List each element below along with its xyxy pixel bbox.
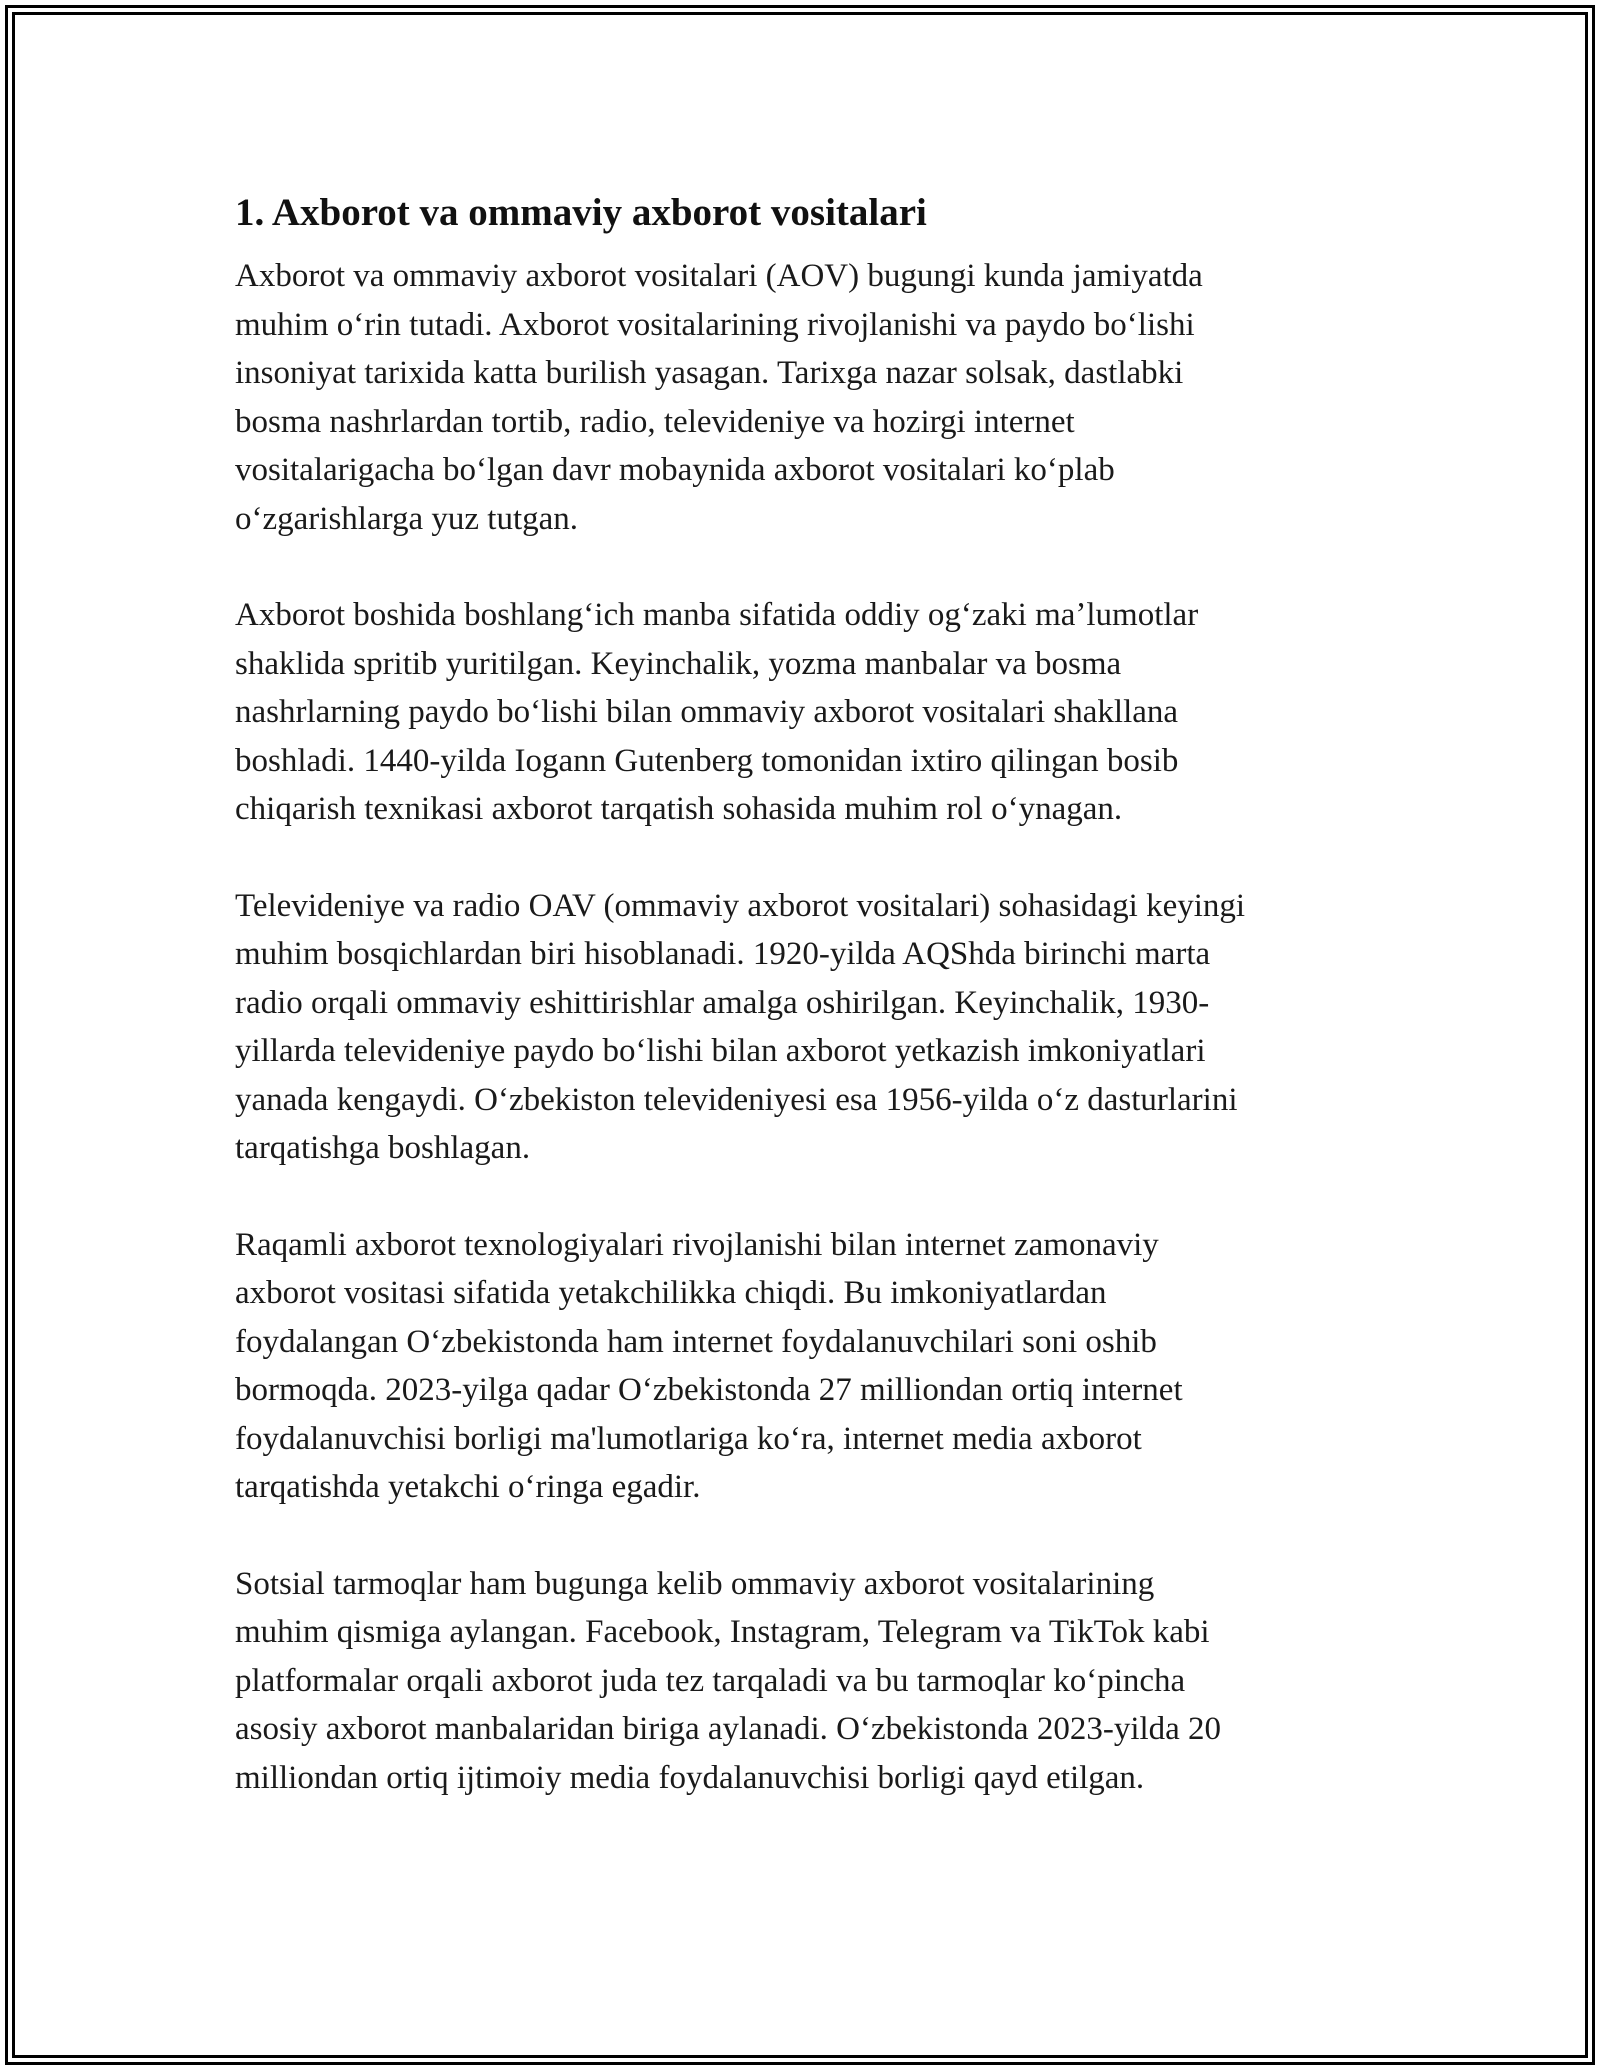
paragraph-line: foydalangan Oʻzbekistonda ham internet foydalanuvchilari soni oshib — [235, 1323, 1157, 1360]
paragraph-line: insoniyat tarixida katta burilish yasagan. Tarixga nazar solsak, dastlabki — [235, 355, 1184, 391]
paragraph-line: axborot vositasi sifatida yetakchilikka chiqdi. Bu imkoniyatlardan — [235, 1275, 1107, 1311]
paragraph-line: milliondan ortiq ijtimoiy media foydalanuvchisi borligi qayd etilgan. — [235, 1759, 1145, 1796]
paragraph-line: Raqamli axborot texnologiyalari rivojlanishi bilan internet zamonaviy — [235, 1226, 1159, 1263]
paragraph-line: radio orqali ommaviy eshittirishlar amalga oshirilgan. Keyinchalik, 1930- — [235, 984, 1210, 1021]
paragraph-line: chiqarish texnikasi axborot tarqatish sohasida muhim rol oʻynagan. — [235, 791, 1123, 827]
paragraph-line: nashrlarning paydo boʻlishi bilan ommaviy axborot vositalari shakllana — [235, 694, 1179, 730]
paragraph-line: Axborot boshida boshlangʻich manba sifatida oddiy ogʻzaki maʼlumotlar — [235, 597, 1199, 633]
paragraph-line: tarqatishga boshlagan. — [235, 1130, 531, 1166]
paragraph — [235, 1221, 1375, 1512]
paragraph-line: boshladi. 1440-yilda Iogann Gutenberg tomonidan ixtiro qilingan bosib — [235, 742, 1179, 779]
paragraph-line: oʻzgarishlarga yuz tutgan. — [235, 500, 579, 537]
paragraph-line: Televideniye va radio OAV (ommaviy axborot vositalari) sohasidagi keyingi — [235, 887, 1246, 924]
paragraph-line: muhim oʻrin tutadi. Axborot vositalarining rivojlanishi va paydo boʻlishi — [235, 306, 1195, 343]
paragraph-line: bormoqda. 2023-yilga qadar Oʻzbekistonda 27 milliondan ortiq internet — [235, 1372, 1183, 1408]
paragraph-line: bosma nashrlardan tortib, radio, televideniye va hozirgi internet — [235, 403, 1075, 440]
paragraph-line: asosiy axborot manbalaridan biriga aylanadi. Oʻzbekistonda 2023-yilda 20 — [235, 1711, 1222, 1747]
paragraph — [235, 882, 1375, 1173]
paragraph-line: tarqatishda yetakchi oʻringa egadir. — [235, 1469, 701, 1505]
paragraph-line: Sotsial tarmoqlar ham bugunga kelib ommaviy axborot vositalarining — [235, 1565, 1155, 1602]
paragraph-line: platformalar orqali axborot juda tez tarqaladi va bu tarmoqlar koʻpincha — [235, 1662, 1186, 1699]
paragraph — [235, 1560, 1375, 1803]
paragraph-line: yanada kengaydi. Oʻzbekiston televideniyesi esa 1956-yilda oʻz dasturlarini — [235, 1081, 1238, 1118]
paragraph-line: vositalarigacha boʻlgan davr mobaynida axborot vositalari koʻplab — [235, 452, 1115, 488]
paragraph-line: yillarda televideniye paydo boʻlishi bilan axborot yetkazish imkoniyatlari — [235, 1033, 1206, 1069]
paragraph-list — [235, 252, 1375, 1802]
paragraph-line: muhim bosqichlardan biri hisoblanadi. 1920-yilda AQShda birinchi marta — [235, 936, 1211, 972]
paragraph-line: foydalanuvchisi borligi ma'lumotlariga koʻra, internet media axborot — [235, 1420, 1142, 1457]
paragraph-line: muhim qismiga aylangan. Facebook, Instagram, Telegram va TikTok kabi — [235, 1614, 1210, 1650]
paragraph-line: shaklida spritib yuritilgan. Keyinchalik, yozma manbalar va bosma — [235, 645, 1122, 682]
document-body — [235, 185, 1375, 1850]
paragraph — [235, 591, 1375, 834]
paragraph-line: Axborot va ommaviy axborot vositalari (AOV) bugungi kunda jamiyatda — [235, 258, 1203, 294]
section-heading: 1. Axborot va ommaviy axborot vositalari — [235, 191, 927, 234]
paragraph — [235, 252, 1375, 543]
